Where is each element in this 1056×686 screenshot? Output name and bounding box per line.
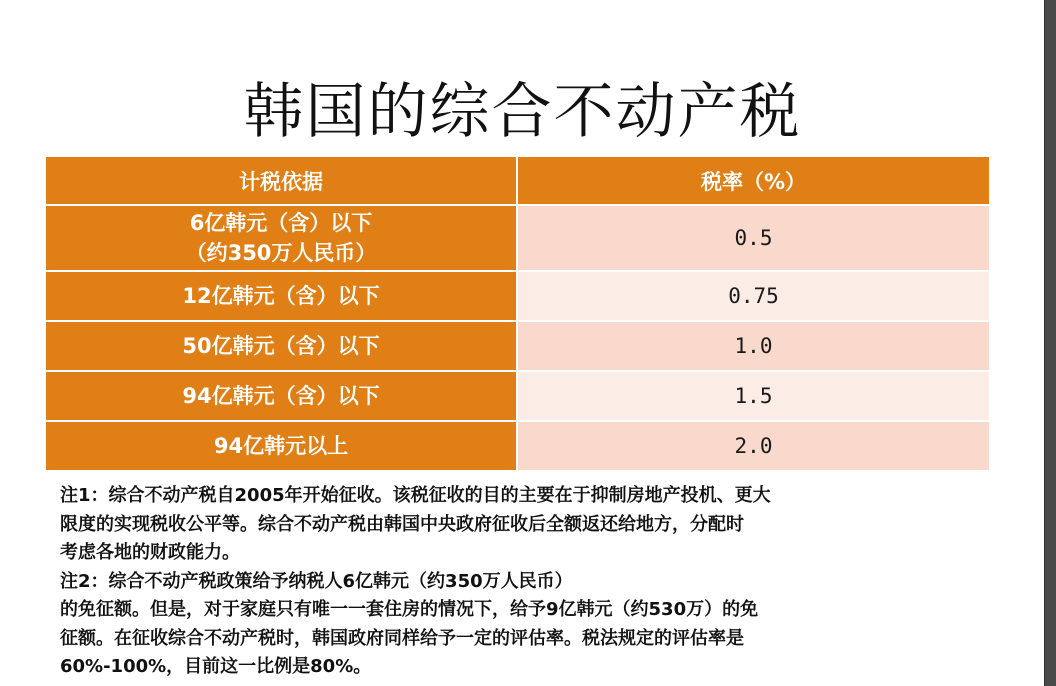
- table-row: [45, 205, 990, 271]
- slide-title: 韩国的综合不动产税: [243, 77, 802, 147]
- header-tax-rate: 税率（%）: [517, 156, 990, 205]
- note2-line: 60%-100%，目前这一比例是80%。: [60, 656, 372, 677]
- table-row: [45, 271, 990, 321]
- table-row: [45, 421, 990, 471]
- table-header-row: [45, 156, 990, 205]
- table-row: [45, 371, 990, 421]
- tax-basis-line: 6亿韩元（含）以下: [189, 211, 373, 235]
- tax-rate-cell: 1.0: [517, 321, 990, 371]
- tax-rate-cell: 0.75: [517, 271, 990, 321]
- tax-basis-cell: [45, 205, 517, 271]
- tax-rate-cell: 2.0: [517, 421, 990, 471]
- footnotes: [60, 482, 990, 682]
- note2-line: 征额。在征收综合不动产税时，韩国政府同样给予一定的评估率。税法规定的评估率是: [60, 627, 744, 649]
- tax-rate-cell: 1.5: [517, 371, 990, 421]
- tax-basis-cell: 50亿韩元（含）以下: [45, 321, 517, 371]
- tax-basis-cell: 12亿韩元（含）以下: [45, 271, 517, 321]
- note1-line: 限度的实现税收公平等。综合不动产税由韩国中央政府征收后全额返还给地方，分配时: [60, 513, 744, 535]
- note1-line: 考虑各地的财政能力。: [60, 542, 240, 563]
- window-scrollbar[interactable]: [1044, 0, 1056, 686]
- note2-line: 的免征额。但是，对于家庭只有唯一一套住房的情况下，给予9亿韩元（约530万）的免: [60, 599, 759, 620]
- tax-basis-line: （约350万人民币）: [185, 241, 377, 265]
- table-row: [45, 321, 990, 371]
- note1-line: 注1：综合不动产税自2005年开始征收。该税征收的目的主要在于抑制房地产投机、更大: [60, 485, 771, 506]
- tax-basis-cell: 94亿韩元（含）以下: [45, 371, 517, 421]
- header-tax-basis: 计税依据: [45, 156, 517, 205]
- tax-rate-cell: 0.5: [517, 205, 990, 271]
- tax-basis-cell: 94亿韩元以上: [45, 421, 517, 471]
- note2-line: 注2：综合不动产税政策给予纳税人6亿韩元（约350万人民币）: [60, 570, 573, 592]
- tax-rate-table: [44, 155, 991, 472]
